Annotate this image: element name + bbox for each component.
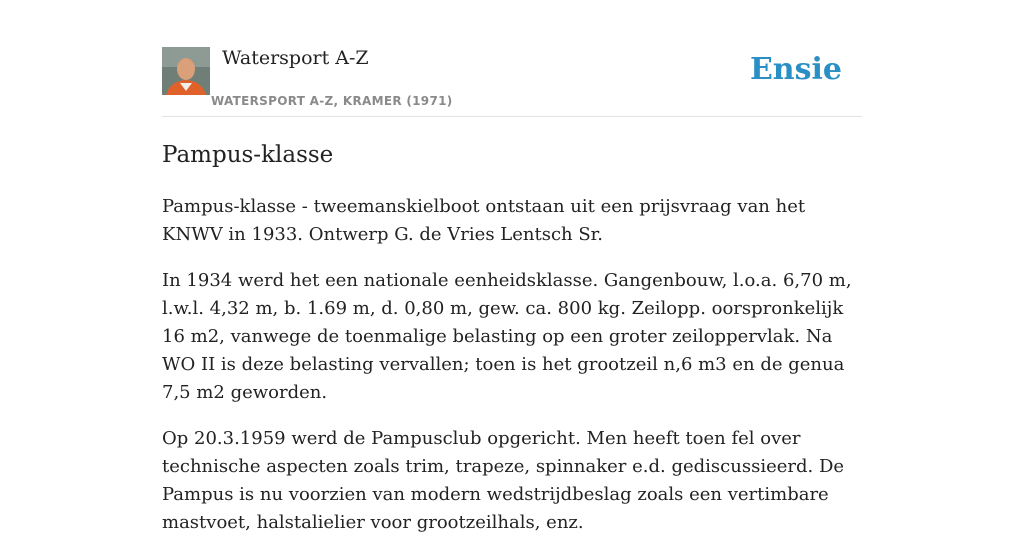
avatar[interactable] [162,47,210,95]
paragraph-1: Pampus-klasse - tweemanskielboot ontstaan uit een prijsvraag van het KNWV in 1933. Ontwerp G. de Vries Lentsch Sr. [162,196,806,245]
article-body [162,139,867,537]
person-photo-avatar-icon [162,47,210,95]
source-label[interactable]: WATERSPORT A-Z, KRAMER (1971) [211,94,453,108]
brand-logo[interactable]: Ensie [749,52,842,87]
paragraph-2: In 1934 werd het een nationale eenheidsklasse. Gangenbouw, l.o.a. 6,70 m, l.w.l. 4,32 m, b. 1.69 m, d. 0,80 m, gew. ca. 800 kg. Zeilopp. oorspronkelijk 16 m2, vanwege de toenmalige belasting op een groter zeiloppervlak. Na WO II is deze belasting vervallen; toen is het grootzeil n,6 m3 en de genua 7,5 m2 geworden. [162,270,852,403]
article-title: Pampus-klasse [162,142,334,168]
paragraph-3: Op 20.3.1959 werd de Pampusclub opgericht. Men heeft toen fel over technische aspecten zoals trim, trapeze, spinnaker e.d. gediscussieerd. De Pampus is nu voorzien van modern wedstrijdbeslag zoals een vertimbare mastvoet, halstalielier voor grootzeilhals, enz. [162,428,845,533]
author-name[interactable]: Watersport A-Z [222,47,369,69]
article-header [162,46,862,117]
